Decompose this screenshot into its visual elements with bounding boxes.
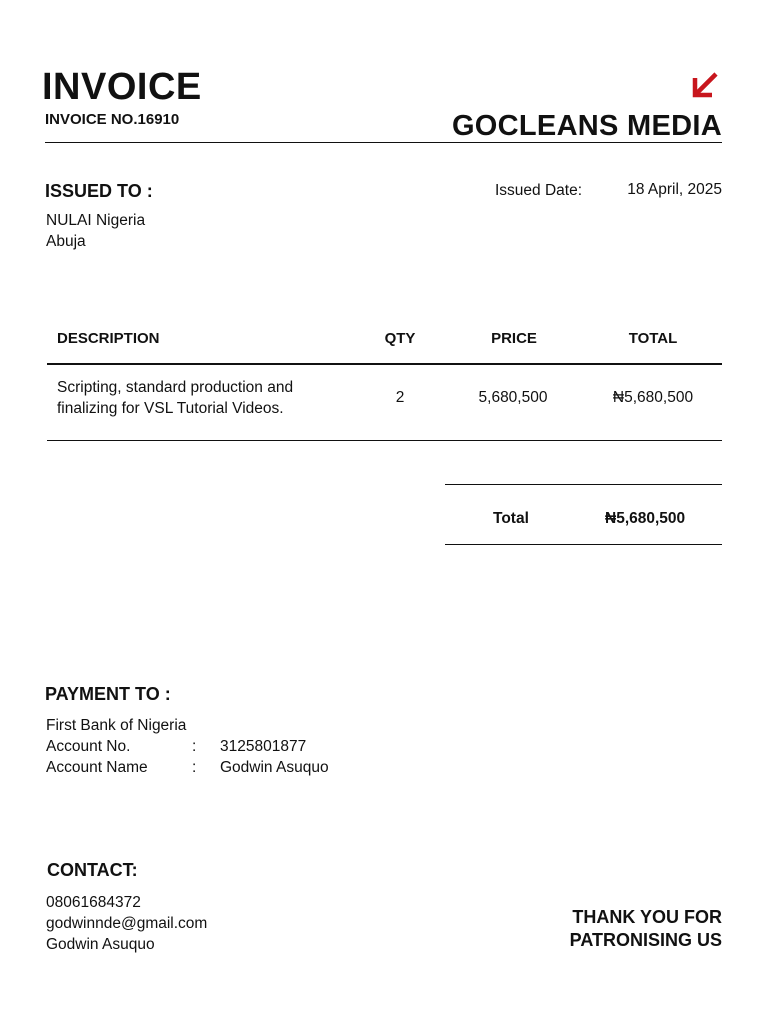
issued-to-heading: ISSUED TO : — [45, 181, 153, 201]
account-name-separator: : — [192, 759, 197, 776]
account-name-label: Account Name — [46, 759, 148, 776]
column-header-total: TOTAL — [628, 330, 678, 347]
column-header-description: DESCRIPTION — [57, 330, 160, 347]
row-qty: 2 — [395, 389, 405, 406]
summary-bottom-divider — [445, 544, 722, 545]
column-header-qty: QTY — [384, 330, 416, 347]
contact-phone: 08061684372 — [46, 894, 141, 911]
contact-heading: CONTACT: — [47, 860, 138, 880]
contact-name: Godwin Asuquo — [46, 936, 155, 953]
table-row-divider — [47, 440, 722, 441]
invoice-number: INVOICE NO.16910 — [45, 111, 180, 128]
company-name: GOCLEANS MEDIA — [451, 110, 722, 142]
client-city: Abuja — [46, 233, 86, 250]
invoice-title: INVOICE — [42, 66, 202, 108]
thank-you-line-1: THANK YOU FOR — [572, 907, 722, 927]
row-description: Scripting, standard production and finalizing for VSL Tutorial Videos. — [57, 379, 294, 417]
summary-total-value: ₦5,680,500 — [605, 510, 686, 527]
thank-you-line-2: PATRONISING US — [569, 930, 722, 950]
contact-email: godwinnde@gmail.com — [46, 915, 208, 932]
header-divider — [45, 142, 722, 143]
issued-date-value: 18 April, 2025 — [627, 181, 722, 198]
account-name-value: Godwin Asuquo — [220, 759, 329, 776]
account-no-value: 3125801877 — [220, 738, 307, 755]
client-name: NULAI Nigeria — [46, 212, 146, 229]
issued-date-label: Issued Date: — [495, 182, 583, 199]
thank-you-note — [570, 906, 722, 952]
summary-top-divider — [445, 484, 722, 485]
row-total: ₦5,680,500 — [612, 389, 694, 406]
account-no-separator: : — [192, 738, 197, 755]
row-price: 5,680,500 — [478, 389, 548, 406]
account-no-label: Account No. — [46, 738, 131, 755]
bank-name: First Bank of Nigeria — [46, 717, 187, 734]
column-header-price: PRICE — [491, 330, 537, 347]
summary-total-label: Total — [493, 510, 529, 527]
arrow-down-left-icon — [690, 70, 720, 100]
payment-heading: PAYMENT TO : — [45, 684, 171, 704]
table-header-divider — [47, 363, 722, 365]
